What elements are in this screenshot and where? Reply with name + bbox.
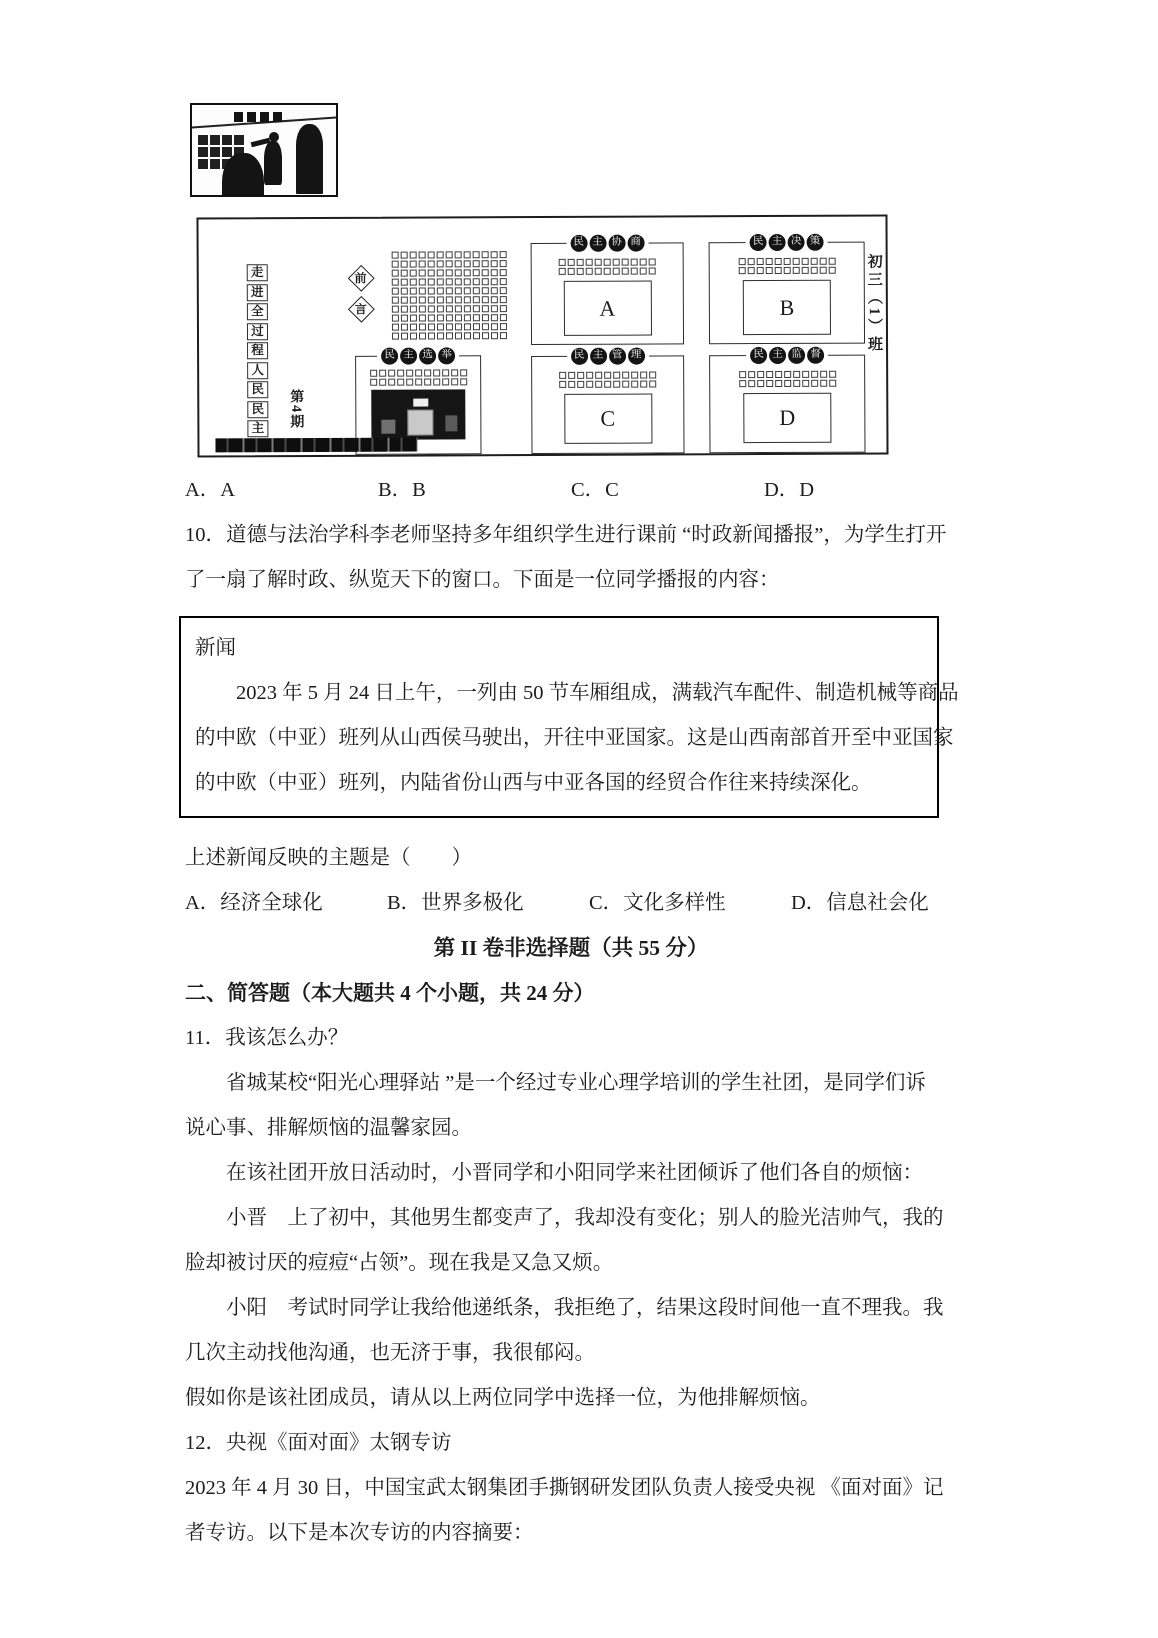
news-line: 的中欧（中亚）班列从山西侯马驶出，开往中亚国家。这是山西南部首开至中亚国家 <box>195 727 954 749</box>
circle-char: 民 <box>381 348 398 365</box>
panel-election-title <box>377 347 459 364</box>
panel-b <box>709 236 865 345</box>
panel-a <box>531 236 684 345</box>
voting-photo <box>371 389 465 439</box>
option-c: C．文化多样性 <box>589 892 726 914</box>
question-10-line: 了一扇了解时政、纵览天下的窗口。下面是一位同学播报的内容： <box>185 569 780 591</box>
person-silhouette-back <box>222 153 264 197</box>
board-text-block-grid <box>392 251 507 340</box>
panel-b-label: B <box>779 294 795 320</box>
circle-char: 策 <box>807 234 824 251</box>
question-10-line: 10．道德与法治学科李老师坚持多年组织学生进行课前 “时政新闻播报”，为学生打开 <box>185 524 947 546</box>
question-11-line: 省城某校“阳光心理驿站 ”是一个经过专业心理学培训的学生社团，是同学们诉 <box>185 1072 926 1094</box>
news-line: 2023 年 5 月 24 日上午，一列由 50 节车厢组成，满载汽车配件、制造机械等商品 <box>195 682 959 704</box>
answer-option-a: A．A <box>185 479 236 501</box>
box-char: 过 <box>247 323 268 340</box>
question-11-text <box>185 1016 957 1421</box>
panel-a-label: A <box>599 295 616 321</box>
panel-a-text-grid <box>559 259 656 275</box>
photo-highlight <box>381 420 395 434</box>
person-pointing-body <box>264 141 282 185</box>
answer-option-b: B．B <box>378 479 426 501</box>
panel-c-label: C <box>600 405 616 431</box>
panel-d-label: D <box>779 404 796 430</box>
circle-char: 民 <box>750 234 767 251</box>
section-2-header: 二、简答题（本大题共 4 个小题，共 24 分） <box>185 981 595 1005</box>
box-char: 程 <box>247 342 268 359</box>
question-11-line: 几次主动找他沟通，也无济于事，我很郁闷。 <box>185 1342 595 1364</box>
circle-char: 主 <box>769 347 786 364</box>
panel-c-label-box <box>564 394 652 444</box>
panel-c <box>531 349 684 454</box>
question-11-line: 11．我该怎么办？ <box>185 1027 349 1049</box>
panel-d <box>709 349 865 454</box>
circle-char: 主 <box>769 234 786 251</box>
panel-d-text-grid <box>739 371 836 387</box>
board-foreword-diamonds <box>352 269 371 331</box>
news-body <box>195 671 959 806</box>
photo-banner-marks <box>234 112 282 122</box>
question-11-line: 小阳 考试时同学让我给他递纸条，我拒绝了，结果这段时间他一直不理我。我 <box>185 1297 944 1319</box>
circle-char: 主 <box>589 235 606 252</box>
ballot-box <box>407 409 433 435</box>
circle-char: 选 <box>419 347 436 364</box>
question-12-line: 者专访。以下是本次专访的内容摘要： <box>185 1522 534 1544</box>
panel-c-title <box>567 348 649 365</box>
board-decorative-strip <box>215 438 417 453</box>
box-char: 民 <box>247 381 268 398</box>
diamond-char: 言 <box>348 296 375 323</box>
question-11-line: 假如你是该社团成员，请从以上两位同学中选择一位，为他排解烦恼。 <box>185 1387 821 1409</box>
panel-d-title <box>746 347 828 364</box>
board-issue-number: 第4期 <box>288 389 304 431</box>
box-char: 进 <box>247 284 268 301</box>
question-12-line: 12．央视《面对面》太钢专访 <box>185 1432 452 1454</box>
answer-option-c: C．C <box>571 479 619 501</box>
question-11-line: 脸却被讨厌的痘痘“占领”。现在我是又急又烦。 <box>185 1252 614 1274</box>
photo-highlight <box>445 415 457 431</box>
class-label-vertical: 初三（1）班 <box>865 253 883 355</box>
circle-char: 民 <box>750 347 767 364</box>
students-board-photo <box>190 103 338 197</box>
diamond-char: 前 <box>348 265 375 292</box>
question-12-line: 2023 年 4 月 30 日，中国宝武太钢集团手撕钢研发团队负责人接受央视 《面对面》记 <box>185 1477 944 1499</box>
panel-c-text-grid <box>559 372 656 388</box>
question-12-text <box>185 1421 957 1556</box>
panel-b-text-grid <box>738 258 835 274</box>
circle-char: 商 <box>627 235 644 252</box>
option-a: A．经济全球化 <box>185 892 323 914</box>
circle-char: 管 <box>609 348 626 365</box>
panel-a-label-box <box>563 281 651 336</box>
box-char: 全 <box>247 303 268 320</box>
circle-char: 监 <box>788 347 805 364</box>
question-11-line: 在该社团开放日活动时，小晋同学和小阳同学来社团倾诉了他们各自的烦恼： <box>185 1162 923 1184</box>
option-d: D．信息社会化 <box>791 892 929 914</box>
person-silhouette-adult <box>296 124 323 194</box>
panel-b-title <box>746 234 828 251</box>
box-char: 民 <box>247 401 268 418</box>
circle-char: 民 <box>571 348 588 365</box>
box-char: 主 <box>247 420 268 437</box>
answers-row <box>185 468 957 513</box>
panel-a-title <box>566 235 648 252</box>
circle-char: 督 <box>807 347 824 364</box>
wall-newspaper-diagram <box>196 214 888 457</box>
box-char: 人 <box>247 362 268 379</box>
question-11-line: 说心事、排解烦恼的温馨家园。 <box>185 1117 472 1139</box>
question-10-text <box>185 513 957 603</box>
answer-option-d: D．D <box>764 479 815 501</box>
news-title: 新闻 <box>195 637 236 659</box>
news-line: 的中欧（中亚）班列，内陆省份山西与中亚各国的经贸合作往来持续深化。 <box>195 772 872 794</box>
panel-b-label-box <box>743 280 831 335</box>
circle-char: 主 <box>400 348 417 365</box>
circle-char: 协 <box>608 235 625 252</box>
exam-text-column <box>185 468 957 1556</box>
circle-char: 民 <box>570 235 587 252</box>
panel-d-label-box <box>743 393 831 443</box>
board-banner-vertical <box>247 264 269 440</box>
question-10-options <box>185 881 957 926</box>
ballot-paper <box>413 398 428 406</box>
circle-char: 举 <box>438 347 455 364</box>
part-2-header: 第 II 卷非选择题（共 55 分） <box>433 936 709 960</box>
circle-char: 决 <box>788 234 805 251</box>
box-char: 走 <box>247 264 268 281</box>
panel-election-text-grid <box>370 369 467 385</box>
circle-char: 理 <box>628 348 645 365</box>
circle-char: 主 <box>590 348 607 365</box>
news-box <box>179 616 959 818</box>
option-b: B．世界多极化 <box>387 892 524 914</box>
question-11-line: 小晋 上了初中，其他男生都变声了，我却没有变化；别人的脸光洁帅气，我的 <box>185 1207 944 1229</box>
question-10-stem: 上述新闻反映的主题是（ ） <box>185 847 472 869</box>
